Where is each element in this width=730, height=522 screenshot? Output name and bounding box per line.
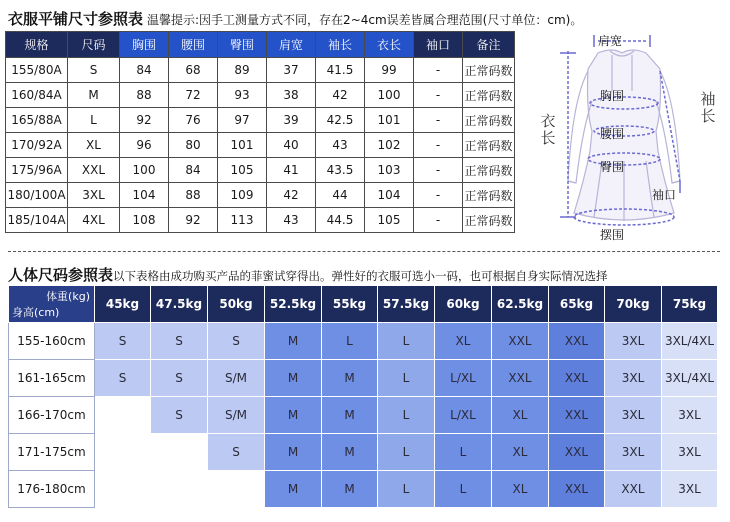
table-cell: 84 xyxy=(169,158,218,183)
height-row-label: 161-165cm xyxy=(9,360,95,397)
weight-col-header: 50kg xyxy=(208,286,265,323)
table-cell: 103 xyxy=(365,158,414,183)
table-cell: 105 xyxy=(365,208,414,233)
weight-col-header: 62.5kg xyxy=(492,286,549,323)
weight-col-header: 75kg xyxy=(662,286,718,323)
size-cell: S xyxy=(151,360,208,397)
size-cell: 3XL xyxy=(605,397,662,434)
table-cell: 正常码数 xyxy=(463,133,515,158)
size-cell: L xyxy=(378,323,435,360)
flat-size-note: 温馨提示:因手工测量方式不同，存在2~4cm误差皆属合理范围(尺寸单位：cm)。 xyxy=(147,13,583,27)
flat-col-header: 袖口 xyxy=(414,32,463,58)
size-cell: M xyxy=(265,471,322,508)
size-cell: XXL xyxy=(605,471,662,508)
size-cell: L xyxy=(435,471,492,508)
size-cell xyxy=(95,397,151,434)
table-cell: 105 xyxy=(218,158,267,183)
flat-size-table xyxy=(5,31,515,233)
size-cell xyxy=(208,471,265,508)
table-cell: 正常码数 xyxy=(463,208,515,233)
size-cell: M xyxy=(265,323,322,360)
table-cell: 41.5 xyxy=(316,58,365,83)
size-cell: 3XL/4XL xyxy=(662,360,718,397)
size-cell: XL xyxy=(435,323,492,360)
table-cell: 100 xyxy=(365,83,414,108)
table-cell: - xyxy=(414,58,463,83)
size-cell: XXL xyxy=(549,360,605,397)
table-row xyxy=(9,397,718,434)
flat-col-header: 臀围 xyxy=(218,32,267,58)
weight-axis-label: 体重(kg) xyxy=(46,290,90,303)
weight-col-header: 70kg xyxy=(605,286,662,323)
table-cell: - xyxy=(414,208,463,233)
table-row xyxy=(6,108,515,133)
table-cell: 109 xyxy=(218,183,267,208)
table-cell: 43 xyxy=(267,208,316,233)
hip-label: 臀围 xyxy=(600,160,625,174)
size-cell: XL xyxy=(492,434,549,471)
table-cell: 38 xyxy=(267,83,316,108)
size-cell: S xyxy=(208,434,265,471)
table-cell: 42.5 xyxy=(316,108,365,133)
size-cell: M xyxy=(322,397,378,434)
flat-col-header: 腰围 xyxy=(169,32,218,58)
table-row xyxy=(9,471,718,508)
body-size-note: 以下表格由成功购买产品的菲蜜试穿得出。弹性好的衣服可选小一码，也可根据自身实际情况选择 xyxy=(113,269,608,283)
table-cell: 97 xyxy=(218,108,267,133)
size-cell: L xyxy=(378,397,435,434)
weight-col-header: 60kg xyxy=(435,286,492,323)
table-cell: XL xyxy=(68,133,120,158)
size-cell: XL xyxy=(492,397,549,434)
table-cell: 44.5 xyxy=(316,208,365,233)
table-row xyxy=(6,133,515,158)
flat-col-header: 袖长 xyxy=(316,32,365,58)
table-row xyxy=(6,83,515,108)
body-size-table xyxy=(8,285,718,508)
height-row-label: 155-160cm xyxy=(9,323,95,360)
corner-header xyxy=(9,286,95,323)
table-cell: 76 xyxy=(169,108,218,133)
table-cell: 155/80A xyxy=(6,58,68,83)
size-cell: S xyxy=(95,360,151,397)
table-cell: 185/104A xyxy=(6,208,68,233)
size-cell: XXL xyxy=(549,471,605,508)
size-cell: S/M xyxy=(208,397,265,434)
size-cell: 3XL xyxy=(605,360,662,397)
size-cell: 3XL xyxy=(662,397,718,434)
table-cell: - xyxy=(414,183,463,208)
size-cell: L xyxy=(378,471,435,508)
table-cell: 88 xyxy=(120,83,169,108)
table-row xyxy=(9,323,718,360)
table-cell: 92 xyxy=(120,108,169,133)
flat-size-header xyxy=(8,8,582,30)
size-cell: L xyxy=(378,434,435,471)
table-cell: 正常码数 xyxy=(463,158,515,183)
table-cell: 正常码数 xyxy=(463,83,515,108)
table-cell: 68 xyxy=(169,58,218,83)
table-cell: 99 xyxy=(365,58,414,83)
height-axis-label: 身高(cm) xyxy=(12,306,60,319)
size-cell: XXL xyxy=(492,360,549,397)
table-row xyxy=(6,208,515,233)
table-cell: 44 xyxy=(316,183,365,208)
weight-col-header: 45kg xyxy=(95,286,151,323)
table-cell: 37 xyxy=(267,58,316,83)
table-cell: - xyxy=(414,83,463,108)
table-row xyxy=(6,158,515,183)
table-cell: 180/100A xyxy=(6,183,68,208)
table-cell: 80 xyxy=(169,133,218,158)
table-row xyxy=(6,183,515,208)
table-cell: 89 xyxy=(218,58,267,83)
shoulder-label: 肩宽 xyxy=(598,34,623,48)
table-cell: 4XL xyxy=(68,208,120,233)
table-cell: - xyxy=(414,158,463,183)
table-cell: L xyxy=(68,108,120,133)
table-cell: 160/84A xyxy=(6,83,68,108)
table-cell: - xyxy=(414,108,463,133)
size-cell: L/XL xyxy=(435,397,492,434)
height-row-label: 171-175cm xyxy=(9,434,95,471)
size-cell: L xyxy=(378,360,435,397)
table-cell: 84 xyxy=(120,58,169,83)
flat-col-header: 胸围 xyxy=(120,32,169,58)
table-cell: S xyxy=(68,58,120,83)
size-cell: XXL xyxy=(549,323,605,360)
flat-col-header: 衣长 xyxy=(365,32,414,58)
size-cell: M xyxy=(265,434,322,471)
table-row xyxy=(9,434,718,471)
table-cell: 100 xyxy=(120,158,169,183)
table-cell: 165/88A xyxy=(6,108,68,133)
size-cell xyxy=(151,434,208,471)
size-cell: 3XL xyxy=(662,471,718,508)
section-divider xyxy=(8,251,720,252)
size-cell: M xyxy=(265,397,322,434)
dress-illustration xyxy=(532,31,722,246)
table-cell: 40 xyxy=(267,133,316,158)
table-cell: 43 xyxy=(316,133,365,158)
size-cell: M xyxy=(265,360,322,397)
size-cell: 3XL xyxy=(662,434,718,471)
table-cell: 正常码数 xyxy=(463,58,515,83)
table-cell: 92 xyxy=(169,208,218,233)
table-cell: 104 xyxy=(120,183,169,208)
weight-col-header: 57.5kg xyxy=(378,286,435,323)
size-cell: 3XL xyxy=(605,323,662,360)
flat-col-header: 备注 xyxy=(463,32,515,58)
table-cell: 101 xyxy=(218,133,267,158)
cuff-label: 袖口 xyxy=(652,188,677,202)
size-cell xyxy=(95,471,151,508)
size-cell: M xyxy=(322,471,378,508)
table-cell: 102 xyxy=(365,133,414,158)
table-cell: 93 xyxy=(218,83,267,108)
table-cell: XXL xyxy=(68,158,120,183)
size-cell: M xyxy=(322,360,378,397)
table-cell: 42 xyxy=(316,83,365,108)
length-label: 衣长 xyxy=(540,112,556,147)
waist-label: 腰围 xyxy=(600,127,625,141)
size-cell xyxy=(151,471,208,508)
table-cell: 正常码数 xyxy=(463,183,515,208)
table-cell: 43.5 xyxy=(316,158,365,183)
weight-col-header: 52.5kg xyxy=(265,286,322,323)
size-cell: S/M xyxy=(208,360,265,397)
table-cell: 42 xyxy=(267,183,316,208)
size-cell: XL xyxy=(492,471,549,508)
height-row-label: 166-170cm xyxy=(9,397,95,434)
size-cell: L xyxy=(322,323,378,360)
table-cell: 108 xyxy=(120,208,169,233)
sleeve-label: 袖长 xyxy=(700,90,716,125)
table-row xyxy=(6,58,515,83)
weight-col-header: 65kg xyxy=(549,286,605,323)
size-cell: XXL xyxy=(549,434,605,471)
flat-size-title: 衣服平铺尺寸参照表 xyxy=(8,10,144,28)
size-cell: L xyxy=(435,434,492,471)
table-cell: 72 xyxy=(169,83,218,108)
table-cell: 3XL xyxy=(68,183,120,208)
table-cell: 39 xyxy=(267,108,316,133)
garment-diagram xyxy=(532,31,722,246)
size-cell: 3XL/4XL xyxy=(662,323,718,360)
flat-col-header: 尺码 xyxy=(68,32,120,58)
height-row-label: 176-180cm xyxy=(9,471,95,508)
size-cell: 3XL xyxy=(605,434,662,471)
table-cell: 96 xyxy=(120,133,169,158)
table-cell: 170/92A xyxy=(6,133,68,158)
size-cell xyxy=(95,434,151,471)
body-size-header xyxy=(8,264,608,285)
table-cell: 113 xyxy=(218,208,267,233)
table-cell: M xyxy=(68,83,120,108)
table-cell: 104 xyxy=(365,183,414,208)
weight-col-header: 47.5kg xyxy=(151,286,208,323)
size-cell: S xyxy=(95,323,151,360)
flat-col-header: 规格 xyxy=(6,32,68,58)
weight-col-header: 55kg xyxy=(322,286,378,323)
table-cell: - xyxy=(414,133,463,158)
size-cell: L/XL xyxy=(435,360,492,397)
chest-label: 胸围 xyxy=(600,89,625,103)
size-cell: S xyxy=(151,397,208,434)
table-cell: 175/96A xyxy=(6,158,68,183)
table-cell: 正常码数 xyxy=(463,108,515,133)
flat-col-header: 肩宽 xyxy=(267,32,316,58)
hem-label: 摆围 xyxy=(600,228,625,242)
body-size-title: 人体尺码参照表 xyxy=(8,266,114,284)
table-cell: 88 xyxy=(169,183,218,208)
table-row xyxy=(9,360,718,397)
size-cell: XXL xyxy=(549,397,605,434)
size-cell: S xyxy=(151,323,208,360)
table-cell: 101 xyxy=(365,108,414,133)
size-cell: S xyxy=(208,323,265,360)
size-cell: XXL xyxy=(492,323,549,360)
table-cell: 41 xyxy=(267,158,316,183)
size-cell: M xyxy=(322,434,378,471)
